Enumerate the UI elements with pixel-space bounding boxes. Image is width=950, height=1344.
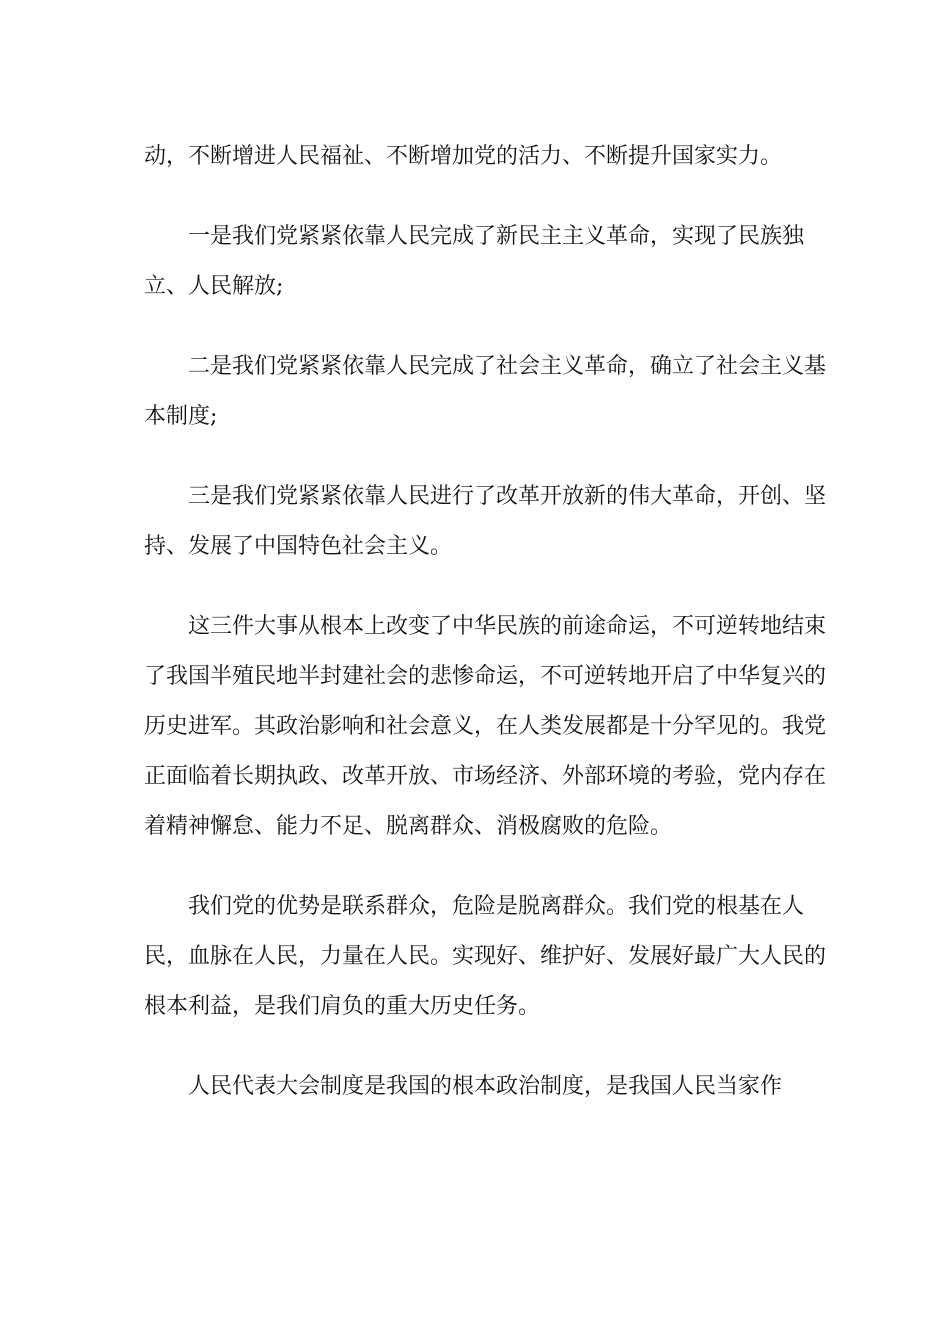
paragraph-gap — [144, 312, 844, 342]
paragraph-gap — [144, 572, 844, 602]
paragraph-gap — [144, 182, 844, 212]
paragraph-gap — [144, 442, 844, 472]
paragraph-2: 一是我们党紧紧依靠人民完成了新民主主义革命，实现了民族独立、人民解放; — [144, 224, 805, 299]
paragraph-6: 我们党的优势是联系群众，危险是脱离群众。我们党的根基在人民，血脉在人民，力量在人民。实现好、维护好、发展好最广大人民的根本利益，是我们肩负的重大历史任务。 — [144, 894, 827, 1019]
paragraph-5: 这三件大事从根本上改变了中华民族的前途命运，不可逆转地结束了我国半殖民地半封建社会的悲惨命运，不可逆转地开启了中华复兴的历史进军。其政治影响和社会意义，在人类发展都是十分罕见的。我党正面临着长期执政、改革开放、市场经济、外部环境的考验，党内存在着精神懈怠、能力不足、脱离群众、消极腐败的危险。 — [144, 614, 827, 839]
document-body — [144, 132, 844, 1112]
paragraph-1: 动，不断增进人民福祉、不断增加党的活力、不断提升国家实力。 — [144, 144, 783, 169]
paragraph-7: 人民代表大会制度是我国的根本政治制度，是我国人民当家作 — [188, 1074, 783, 1099]
paragraph-4: 三是我们党紧紧依靠人民进行了改革开放新的伟大革命，开创、坚持、发展了中国特色社会主义。 — [144, 484, 827, 559]
paragraph-3: 二是我们党紧紧依靠人民完成了社会主义革命，确立了社会主义基本制度; — [144, 354, 827, 429]
paragraph-gap — [144, 1032, 844, 1062]
paragraph-gap — [144, 852, 844, 882]
